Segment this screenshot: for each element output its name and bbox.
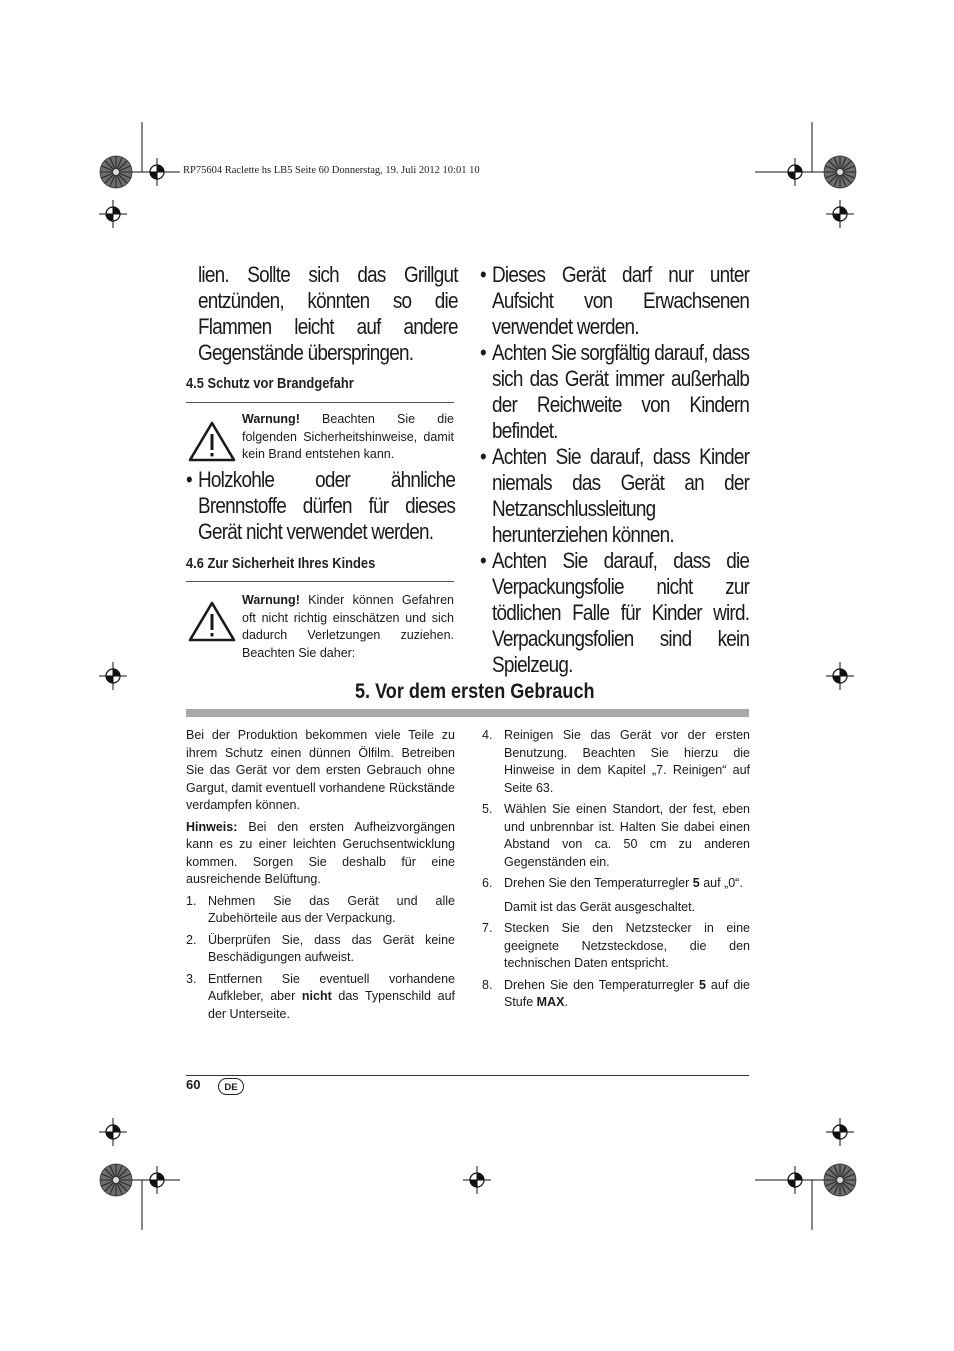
step-emphasis: MAX [536, 995, 565, 1009]
step-note: Damit ist das Gerät ausgeschaltet. [504, 899, 696, 914]
step-number: 7. [482, 921, 493, 935]
step-text: Drehen Sie den Temperaturregler [504, 876, 693, 890]
printer-slug: RP75604 Raclette hs LB5 Seite 60 Donnerstag, 19. Juli 2012 10:01 10 [183, 165, 480, 176]
step-text: auf die Stufe [504, 977, 750, 1009]
step-number: 5. [482, 802, 493, 816]
step-number: 3. [186, 971, 197, 986]
step-text: auf „0“. [699, 876, 743, 890]
step-number: 6. [482, 876, 493, 890]
bullet-text: Achten Sie sorgfältig darauf, dass sich das Gerät immer außerhalb der Reichweite von Kindern befindet. [492, 340, 750, 443]
bullet-item: • Dieses Gerät darf nur unter Aufsicht von Erwachsenen verwendet werden. [480, 262, 750, 339]
step-text: das Typenschild auf der Unterseite. [208, 989, 456, 1021]
warning-label: Warnung! [242, 412, 300, 426]
section5-intro: Bei der Produktion bekommen viele Teile zu ihrem Schutz einen dünnen Ölfilm. Betreiben Sie das Gerät vor dem ersten Gebrauch ohne Gargut, damit eventuell vorhandene Rückstände verdampfen können. [186, 728, 455, 812]
bullet-text: Holzkohle oder ähnliche Brennstoffe dürfen für dieses Gerät nicht verwendet werden. [198, 467, 456, 544]
step-emphasis: 5 [698, 977, 706, 992]
page-number: 60 [186, 1077, 201, 1092]
step-text: . [564, 995, 568, 1009]
step-text: Wählen Sie einen Standort, der fest, eben und unbrennbar ist. Halten Sie dabei einen Abstand von ca. 50 cm zu anderen Gegenständen ein. [504, 802, 750, 869]
bullet-item: • Achten Sie sorgfältig darauf, dass sich das Gerät immer außerhalb der Reichweite von Kindern befindet. [480, 340, 750, 443]
step-emphasis: 5 [692, 876, 700, 890]
bullet-text: Achten Sie darauf, dass die Verpackungsfolie nicht zur tödlichen Falle für Kinder wird. Verpackungsfolien sind kein Spielzeug. [492, 548, 750, 677]
language-badge: DE [218, 1078, 244, 1095]
hint-label: Hinweis: [186, 819, 238, 834]
left-intro-text: lien. Sollte sich das Grillgut entzünden, könnten so die Flammen leicht auf andere Gegenstände überspringen. [198, 262, 458, 365]
bullet-text: Dieses Gerät darf nur unter Aufsicht von Erwachsenen verwendet werden. [492, 262, 750, 339]
warning-text: Kinder können Gefahren oft nicht richtig einschätzen und sich dadurch Verletzungen zuziehen. Beachten Sie daher: [242, 593, 454, 660]
step-text: Reinigen Sie das Gerät vor der ersten Benutzung. Beachten Sie hierzu die Hinweise in dem Kapitel „7. Reinigen“ auf Seite 63. [504, 728, 750, 795]
step-number: 8. [482, 977, 493, 992]
heading-4-5: 4.5 Schutz vor Brandgefahr [186, 375, 354, 392]
step-number: 2. [186, 932, 197, 947]
bullet-item: • Holzkohle oder ähnliche Brennstoffe dürfen für dieses Gerät nicht verwendet werden. [186, 467, 456, 544]
step-text: Nehmen Sie das Gerät und alle Zubehörteile aus der Verpackung. [208, 893, 455, 925]
section-title: 5. Vor dem ersten Gebrauch [355, 680, 595, 703]
heading-4-6: 4.6 Zur Sicherheit Ihres Kindes [186, 555, 376, 572]
step-text: Stecken Sie den Netzstecker in eine geeignete Netzsteckdose, die den technischen Daten entspricht. [504, 921, 750, 970]
hint-text: Bei den ersten Aufheizvorgängen kann es zu einer leichten Geruchsentwicklung kommen. Sorgen Sie deshalb für eine ausreichende Belüftung. [186, 819, 455, 886]
step-number: 1. [186, 893, 197, 908]
step-text: Drehen Sie den Temperaturregler [504, 977, 699, 992]
step-number: 4. [482, 728, 493, 742]
step-emphasis: nicht [301, 989, 332, 1003]
warning-text: Beachten Sie die folgenden Sicherheitshinweise, damit kein Brand entstehen kann. [242, 412, 454, 461]
step-text: Entfernen Sie eventuell vorhandene Aufkleber, aber [208, 971, 455, 1003]
step-text: Überprüfen Sie, dass das Gerät keine Beschädigungen aufweist. [208, 932, 455, 964]
warning-label: Warnung! [242, 593, 300, 607]
bullet-item: • Achten Sie darauf, dass die Verpackungsfolie nicht zur tödlichen Falle für Kinder wird. Verpackungsfolien sind kein Spielzeug. [480, 548, 750, 677]
bullet-item: • Achten Sie darauf, dass Kinder niemals das Gerät an der Netzanschlussleitung herunterziehen können. [480, 444, 750, 547]
bullet-text: Achten Sie darauf, dass Kinder niemals das Gerät an der Netzanschlussleitung herunterziehen können. [492, 444, 750, 547]
